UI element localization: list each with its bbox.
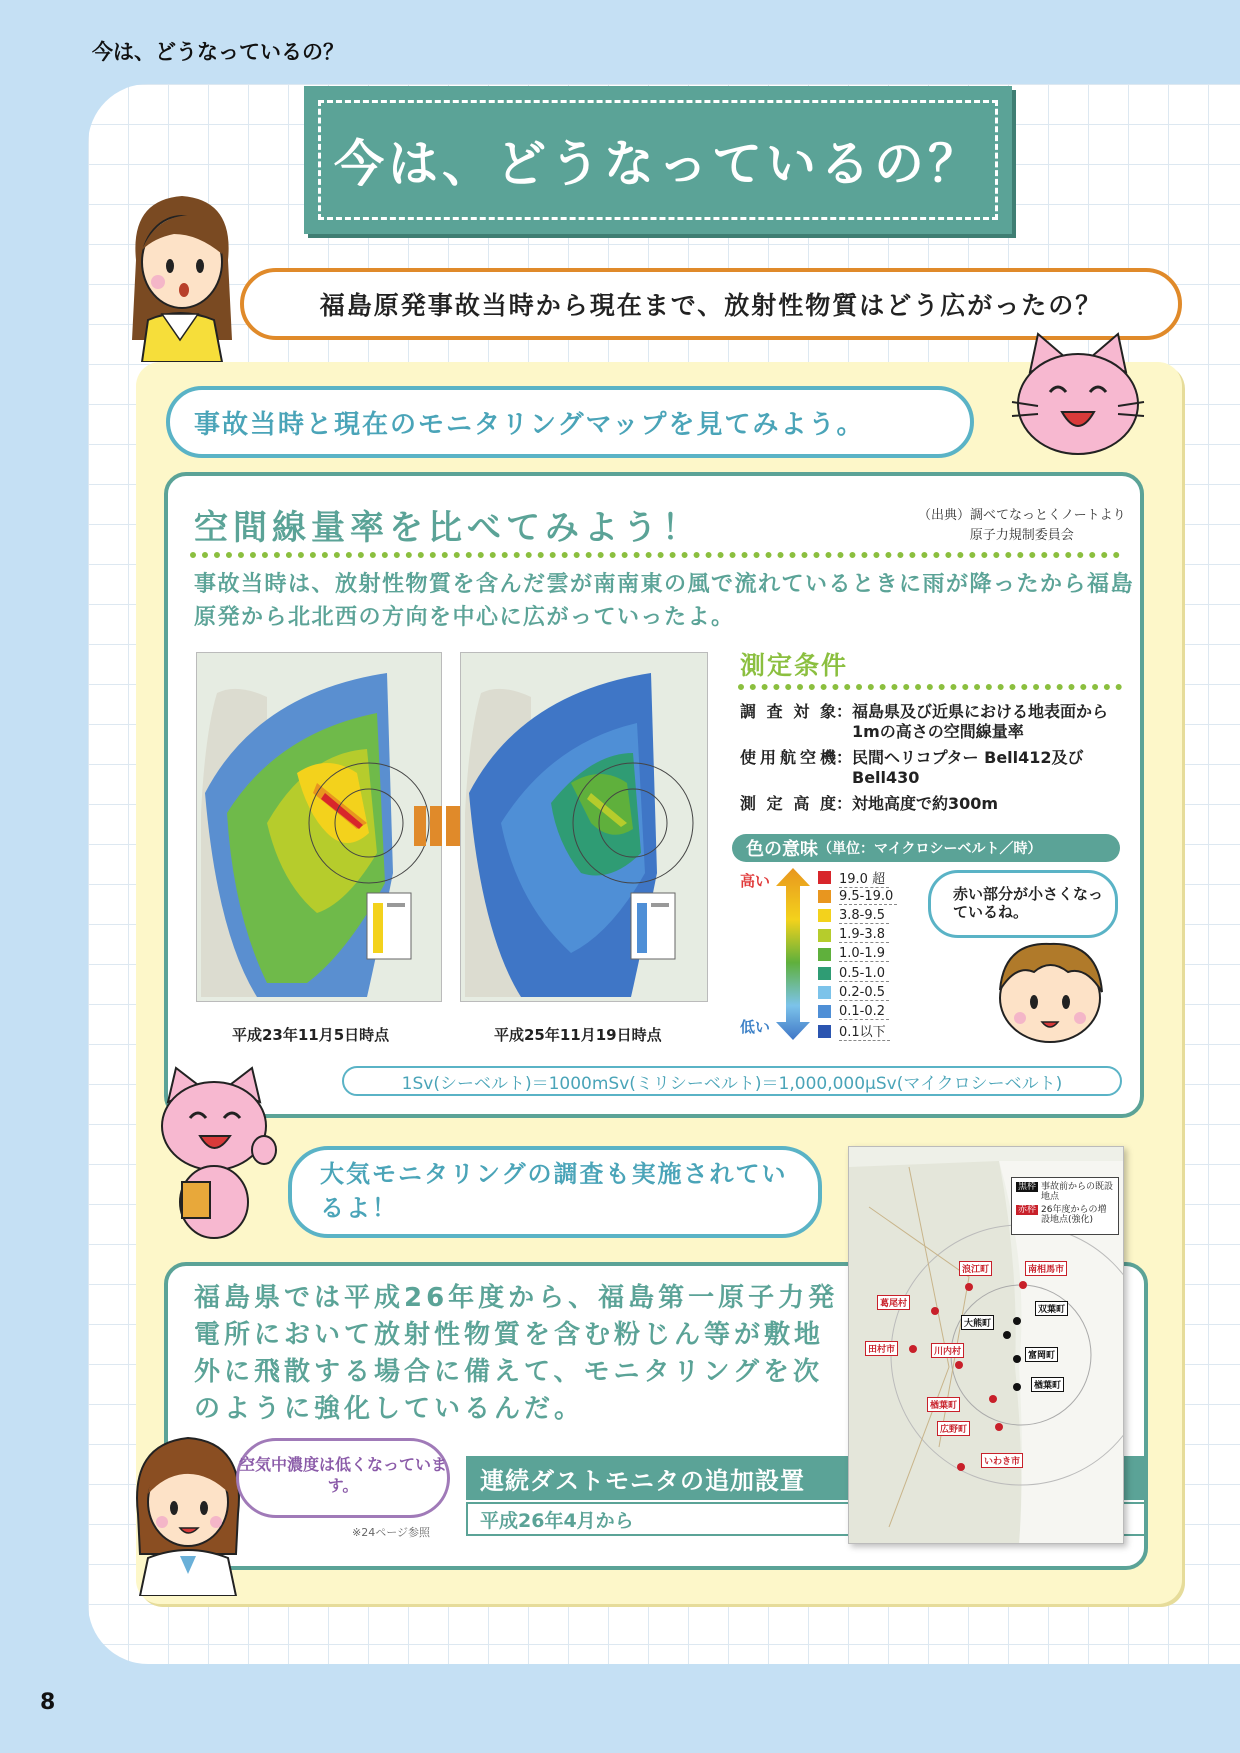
map-place-label: 川内村 xyxy=(931,1343,964,1358)
condition-separator: ： xyxy=(836,794,853,813)
dotted-divider xyxy=(190,552,1120,558)
source-line-2: 原子力規制委員会 xyxy=(969,527,1074,543)
map-marker-red xyxy=(909,1345,917,1353)
map-place-label: 浪江町 xyxy=(959,1261,992,1276)
map-marker-red xyxy=(995,1423,1003,1431)
legend-swatch xyxy=(818,929,831,942)
condition-label: 測定高度 xyxy=(740,794,836,813)
gradient-arrow-icon xyxy=(776,868,810,1040)
monitoring-paragraph: 福島県では平成26年度から、福島第一原子力発電所において放射性物質を含む粉じん等が敷地外に飛散する場合に備えて、モニタリングを次のように強化しているんだ。 xyxy=(194,1283,839,1424)
map-marker-red xyxy=(931,1307,939,1315)
condition-row xyxy=(740,748,1130,788)
map-place-label: 富岡町 xyxy=(1025,1347,1058,1362)
legend-item xyxy=(818,983,918,1002)
map-place-label: 楢葉町 xyxy=(927,1397,960,1412)
map-marker-black xyxy=(1003,1331,1011,1339)
legend-tag-red: 赤枠 xyxy=(1018,1204,1037,1215)
legend-swatch xyxy=(818,871,831,884)
girl-character-icon xyxy=(118,190,242,362)
legend-list xyxy=(818,868,918,1041)
condition-label: 使用航空機 xyxy=(740,748,836,767)
legend-high-label: 高い xyxy=(740,872,771,890)
question-bubble xyxy=(240,268,1182,340)
legend-low-label: 低い xyxy=(740,1018,771,1036)
monitoring-speech-bubble xyxy=(288,1146,822,1238)
radiation-map-2011-graphic xyxy=(197,653,442,1002)
source-line-1: （出典）調べてなっとくノートより xyxy=(918,508,1126,523)
legend-swatch xyxy=(818,948,831,961)
legend-range: 3.8-9.5 xyxy=(839,908,889,924)
legend-item xyxy=(818,945,918,964)
page-title: 今は、どうなっているの？ xyxy=(334,135,982,193)
legend-range: 0.1以下 xyxy=(839,1021,890,1041)
researcher-character-icon xyxy=(124,1424,256,1596)
map-place-label: 田村市 xyxy=(865,1341,898,1356)
map-place-label: 双葉町 xyxy=(1035,1301,1068,1316)
legend-item xyxy=(818,926,918,945)
source-note xyxy=(918,506,1126,545)
comparison-title: 空間線量率を比べてみよう！ xyxy=(194,508,701,548)
legend-item xyxy=(818,1002,918,1021)
map-place-label: 広野町 xyxy=(937,1421,970,1436)
map-marker-red xyxy=(989,1395,997,1403)
map-marker-red xyxy=(957,1463,965,1471)
boy-speech-bubble: 赤い部分が小さくなっているね。 xyxy=(928,870,1118,938)
boy-face-icon xyxy=(990,936,1110,1046)
legend-item xyxy=(818,868,918,887)
unit-conversion-note: 1Sv(シーベルト)＝1000mSv(ミリシーベルト)＝1,000,000μSv(マイクロシーベルト) xyxy=(342,1066,1122,1096)
conditions-divider xyxy=(738,684,1122,690)
map-2011-caption: 平成23年11月5日時点 xyxy=(232,1026,390,1044)
map-marker-black xyxy=(1013,1317,1021,1325)
legend-swatch xyxy=(818,967,831,980)
condition-row xyxy=(740,702,1130,742)
map-marker-black xyxy=(1013,1383,1021,1391)
map-legend-row xyxy=(1016,1205,1114,1226)
legend-text: 事故前からの既設地点 xyxy=(1041,1182,1114,1203)
map-legend-row xyxy=(1016,1182,1114,1203)
legend-swatch xyxy=(818,1005,831,1018)
condition-value: 対地高度で約300m xyxy=(852,794,999,813)
map-place-label: 楢葉町 xyxy=(1031,1377,1064,1392)
map-place-label: 葛尾村 xyxy=(877,1295,910,1310)
cat-face-icon xyxy=(1008,332,1148,462)
condition-label: 調査対象 xyxy=(740,702,836,721)
legend-item xyxy=(818,906,918,925)
question-text: 福島原発事故当時から現在まで、放射性物質はどう広がったの？ xyxy=(319,291,1103,320)
map-marker-red xyxy=(965,1283,973,1291)
legend-swatch xyxy=(818,909,831,922)
conditions-title: 測定条件 xyxy=(740,651,849,680)
condition-value: 民間ヘリコプター Bell412及びBell430 xyxy=(852,748,1084,787)
legend-item xyxy=(818,1022,918,1041)
map-place-label: 大熊町 xyxy=(961,1315,994,1330)
legend-range: 0.2-0.5 xyxy=(839,985,889,1001)
radiation-map-2013 xyxy=(460,652,708,1002)
map-marker-black xyxy=(1013,1355,1021,1363)
legend-title: 色の意味 xyxy=(746,839,818,860)
legend-range: 1.9-3.8 xyxy=(839,927,889,943)
map-place-label: 南相馬市 xyxy=(1025,1261,1067,1276)
legend-swatch xyxy=(818,1025,831,1038)
map-2013-caption: 平成25年11月19日時点 xyxy=(494,1026,662,1044)
radiation-map-2011 xyxy=(196,652,442,1002)
title-banner xyxy=(304,86,1012,234)
legend-swatch xyxy=(818,986,831,999)
legend-unit: （単位：マイクロシーベルト／時） xyxy=(818,841,1042,857)
legend-range: 19.0 超 xyxy=(839,868,889,888)
monitoring-map-legend xyxy=(1011,1177,1119,1235)
section-label: 今は、どうなっているの？ xyxy=(92,40,344,64)
legend-item xyxy=(818,964,918,983)
cat-character-icon xyxy=(152,1066,284,1242)
map-marker-red xyxy=(1019,1281,1027,1289)
dust-monitor-date: 平成26年4月から xyxy=(466,1502,1146,1536)
condition-row xyxy=(740,794,1130,814)
monitoring-location-map xyxy=(848,1146,1124,1544)
dust-monitor-title: 連続ダストモニタの追加設置 xyxy=(466,1456,1146,1500)
legend-swatch xyxy=(818,890,831,903)
legend-title-bar xyxy=(732,834,1120,862)
condition-separator: ： xyxy=(836,702,853,721)
legend-range: 0.5-1.0 xyxy=(839,966,889,982)
cat-speech-text: 事故当時と現在のモニタリングマップを見てみよう。 xyxy=(194,409,865,440)
radiation-map-2013-graphic xyxy=(461,653,708,1002)
legend-text: 26年度からの増設地点(強化) xyxy=(1041,1204,1107,1226)
legend-range: 9.5-19.0 xyxy=(839,889,897,905)
legend-tag-black: 黒枠 xyxy=(1018,1182,1037,1192)
cat-speech-bubble xyxy=(166,386,974,458)
conditions-table xyxy=(740,702,1130,820)
map-place-label: いわき市 xyxy=(981,1453,1023,1468)
condition-value: 福島県及び近県における地表面から1mの高さの空間線量率 xyxy=(852,702,1109,741)
legend-range: 1.0-1.9 xyxy=(839,946,889,962)
page-number: 8 xyxy=(40,1690,56,1715)
monitoring-speech-text: 大気モニタリングの調査も実施されているよ！ xyxy=(320,1160,788,1222)
researcher-speech-bubble: 空気中濃度は低くなっています。 xyxy=(236,1438,450,1518)
map-marker-red xyxy=(955,1361,963,1369)
condition-separator: ： xyxy=(836,748,853,767)
page-reference-note: ※24ページ参照 xyxy=(352,1526,430,1539)
legend-range: 0.1-0.2 xyxy=(839,1004,889,1020)
legend-item xyxy=(818,887,918,906)
intro-text: 事故当時は、放射性物質を含んだ雲が南南東の風で流れているときに雨が降ったから福島原発から北北西の方向を中心に広がっていったよ。 xyxy=(194,572,1135,630)
title-banner-inner xyxy=(318,100,998,220)
